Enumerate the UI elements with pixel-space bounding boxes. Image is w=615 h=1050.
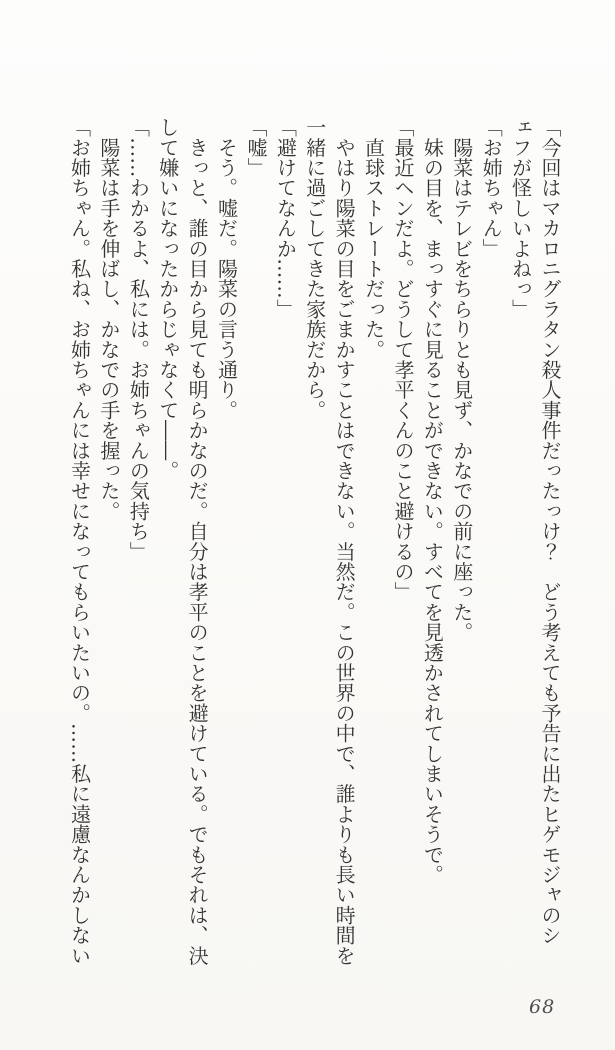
text-line: 「……わかるよ、私には。お姉ちゃんの気持ち」 (126, 117, 151, 562)
page-number: 68 (529, 996, 556, 1018)
text-line: 「お姉ちゃん。私ね、お姉ちゃんには幸せになってもらいたいの。……私に遠慮なんかしない (67, 117, 92, 966)
text-line: 「嘘」 (243, 117, 268, 178)
text-line: して嫌いになったからじゃなくて――。 (155, 117, 180, 481)
text-line: 直球ストレートだった。 (361, 117, 386, 360)
text-line: 「最近ヘンだよ。どうして孝平くんのこと避けるの」 (390, 117, 415, 602)
text-line: 妹の目を、まっすぐに見ることができない。すべてを見透かされてしまいそうで。 (420, 117, 445, 885)
novel-text-block (64, 117, 564, 966)
text-line: そう。嘘だ。陽菜の言う通り。 (214, 117, 239, 420)
text-line: 陽菜はテレビをちらりとも見ず、かなでの前に座った。 (449, 117, 474, 643)
text-line: 一緒に過ごしてきた家族だから。 (302, 117, 327, 420)
text-line: 「避けてなんか……」 (273, 117, 298, 319)
text-line: 「今回はマカロニグラタン殺人事件だったっけ？ どう考えても予告に出たヒゲモジャのシ (538, 117, 562, 946)
text-line: 「お姉ちゃん」 (479, 117, 504, 259)
text-line: ェフが怪しいよねっ」 (508, 117, 533, 319)
text-line: やはり陽菜の目をごまかすことはできない。当然だ。この世界の中で、誰よりも長い時間を (332, 117, 357, 966)
text-line: きっと、誰の目から見ても明らかなのだ。自分は孝平のことを避けている。でもそれは、決 (185, 117, 210, 966)
text-line: 陽菜は手を伸ばし、かなでの手を握った。 (96, 117, 121, 521)
